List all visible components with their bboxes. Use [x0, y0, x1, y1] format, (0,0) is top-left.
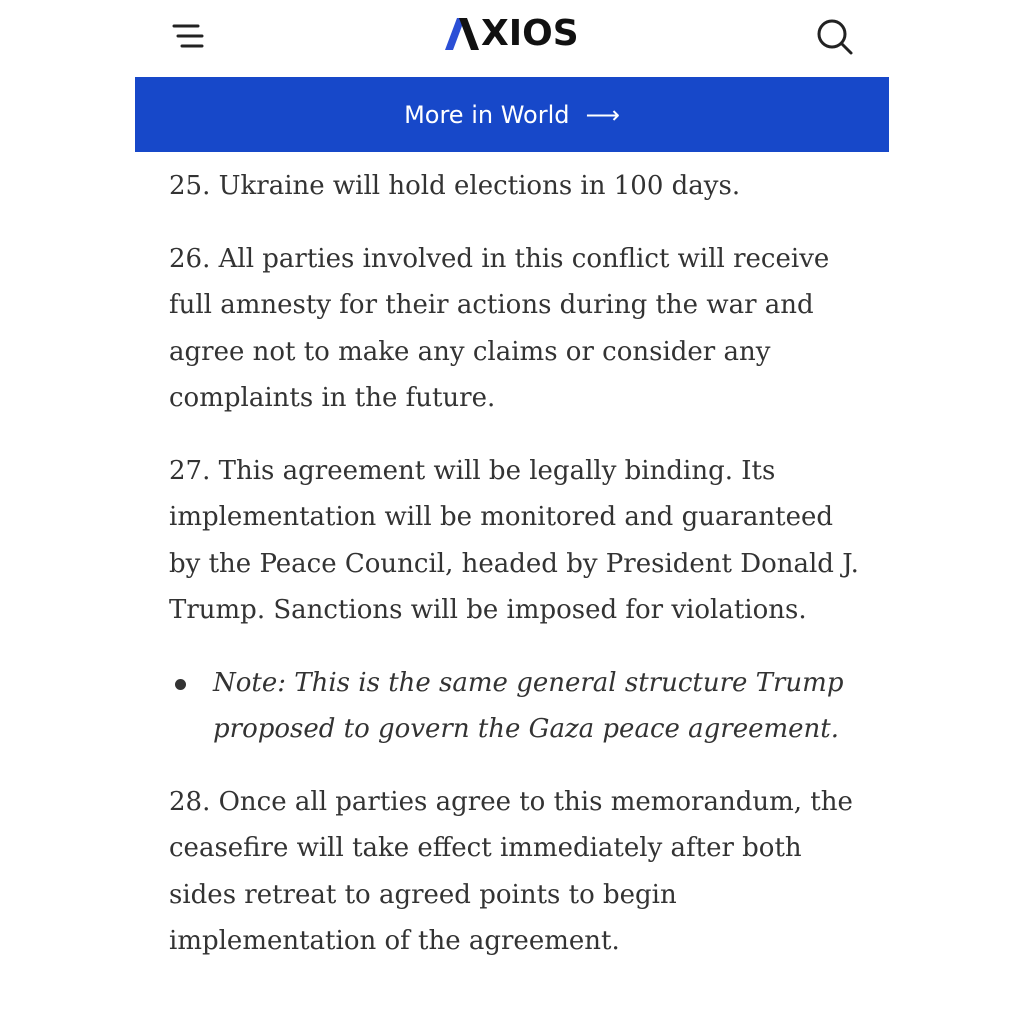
paragraph-item-27: 27. This agreement will be legally binding. Its implementation will be monitored and guaranteed by the Peace Council, headed by President Donald J. Trump. Sanctions will be imposed for violations.: [169, 455, 859, 625]
paragraph-item-26: 26. All parties involved in this conflict will receive full amnesty for their actions during the war and agree not to make any claims or consider any complaints in the future.: [169, 243, 830, 413]
article-body: [169, 163, 869, 991]
note-text: Note: This is the same general structure Trump proposed to govern the Gaza peace agreement.: [213, 667, 844, 744]
search-icon: [813, 15, 857, 59]
menu-icon: [168, 20, 212, 52]
more-in-world-label: More in World: [404, 100, 570, 129]
more-in-world-link[interactable]: [135, 77, 889, 152]
logo-mark-icon: [445, 16, 483, 52]
arrow-right-icon: ⟶: [585, 100, 620, 129]
menu-button[interactable]: [168, 20, 212, 52]
note-list-item: [169, 660, 869, 753]
axios-logo[interactable]: [445, 13, 579, 55]
top-header: [0, 0, 1024, 76]
paragraph-item-25: 25. Ukraine will hold elections in 100 days.: [169, 171, 741, 201]
bullet-icon: [175, 679, 186, 690]
paragraph-item-28: 28. Once all parties agree to this memorandum, the ceasefire will take effect immediately after both sides retreat to agreed points to begin implementation of the agreement.: [169, 786, 853, 956]
search-button[interactable]: [813, 15, 857, 59]
logo-text: XIOS: [481, 13, 579, 54]
